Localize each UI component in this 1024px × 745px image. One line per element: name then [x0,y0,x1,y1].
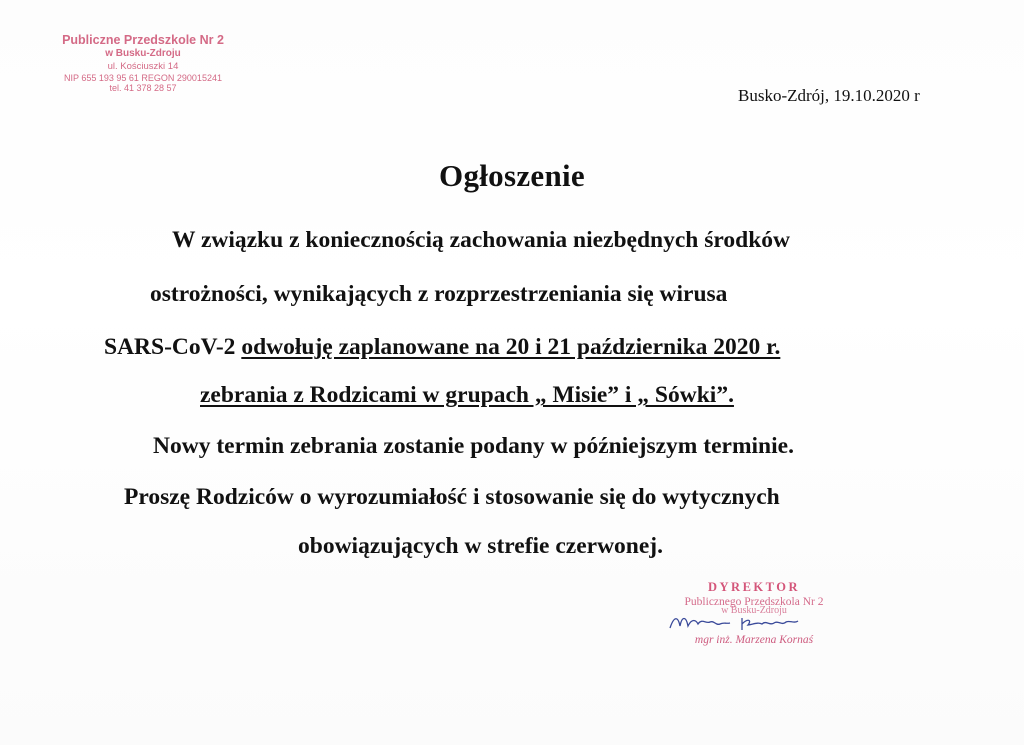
body-line: W związku z koniecznością zachowania niezbędnych środków [172,227,790,253]
body-line: ostrożności, wynikających z rozprzestrzeniania się wirusa [150,281,728,307]
body-line: Proszę Rodziców o wyrozumiałość i stosowanie się do wytycznych [124,484,780,510]
stamp-line: NIP 655 193 95 61 REGON 290015241 [64,72,222,83]
director-title: DYREKTOR [707,580,800,594]
director-name: mgr inż. Marzena Kornaś [694,634,814,646]
handwritten-signature [668,610,808,634]
director-signature-stamp [664,580,844,646]
body-line: obowiązujących w strefie czerwonej. [298,533,664,559]
underlined-text: odwołuję zaplanowane na 20 i 21 października 2020 r. [241,334,781,360]
stamp-line: Publiczne Przedszkole Nr 2 [62,33,224,47]
document-title: Ogłoszenie [439,158,585,193]
body-text: SARS-CoV-2 [104,334,242,360]
signature-stamp-line: w Busku-Zdroju [721,605,787,616]
body-line-underlined: zebrania z Rodzicami w grupach „ Misie” i „ Sówki”. [200,382,734,408]
body-line: Nowy termin zebrania zostanie podany w późniejszym terminie. [153,433,794,459]
stamp-line: w Busku-Zdroju [105,48,181,60]
institution-stamp [58,34,228,93]
document-date: Busko-Zdrój, 19.10.2020 r [738,86,920,105]
signature-stamp-line: Publicznego Przedszkola Nr 2 [684,596,824,608]
stamp-line: tel. 41 378 28 57 [109,83,177,94]
body-line [104,334,780,361]
stamp-line: ul. Kościuszki 14 [107,60,179,72]
